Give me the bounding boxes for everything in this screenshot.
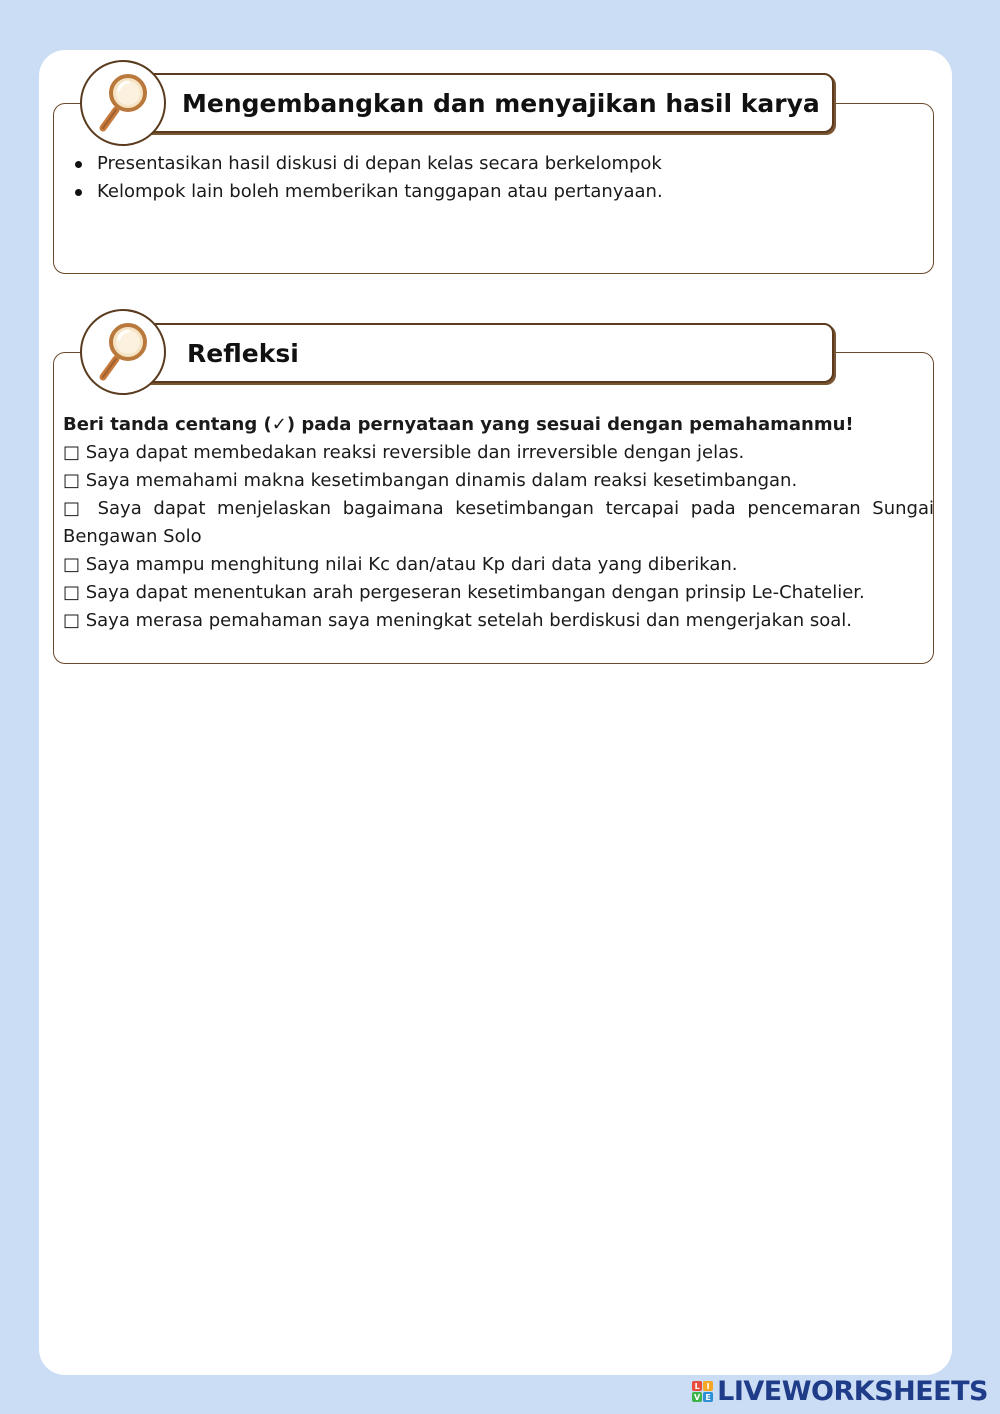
liveworksheets-logo[interactable] <box>692 1376 988 1407</box>
logo-letter: V <box>694 1392 701 1402</box>
logo-letter: E <box>703 1392 713 1402</box>
magnifier-icon <box>95 321 151 383</box>
refleksi-checklist-item[interactable]: □ Saya merasa pemahaman saya meningkat setelah berdiskusi dan mengerjakan soal. <box>63 610 852 631</box>
refleksi-checklist-item[interactable]: □ Saya dapat menentukan arah pergeseran kesetimbangan dengan prinsip Le-Chatelier. <box>63 582 865 603</box>
section-presentasi-content <box>63 150 934 206</box>
section-presentasi-header <box>140 73 834 133</box>
section-refleksi-title: Refleksi <box>187 338 299 368</box>
magnifier-badge <box>80 60 166 146</box>
refleksi-checklist-item[interactable]: □ Saya dapat membedakan reaksi reversible dan irreversible dengan jelas. <box>63 442 745 463</box>
logo-letter: L <box>692 1381 702 1391</box>
refleksi-instruction: Beri tanda centang (✓) pada pernyataan yang sesuai dengan pemahamanmu! <box>63 414 854 435</box>
section-refleksi-content <box>63 411 934 635</box>
liveworksheets-logo-icon <box>692 1381 713 1402</box>
magnifier-badge <box>80 309 166 395</box>
logo-letter: I <box>703 1381 713 1391</box>
list-item: Presentasikan hasil diskusi di depan kelas secara berkelompok <box>63 150 934 178</box>
refleksi-checklist-item[interactable]: □ Saya mampu menghitung nilai Kc dan/atau Kp dari data yang diberikan. <box>63 554 738 575</box>
section-refleksi-header <box>140 323 834 383</box>
magnifier-icon <box>95 72 151 134</box>
list-item: Kelompok lain boleh memberikan tanggapan atau pertanyaan. <box>63 178 934 206</box>
refleksi-checklist-item[interactable]: □ Saya dapat menjelaskan bagaimana kesetimbangan tercapai pada pencemaran Sungai Bengawan Solo <box>63 498 934 547</box>
liveworksheets-logo-text: LIVEWORKSHEETS <box>717 1376 988 1407</box>
section-presentasi-title: Mengembangkan dan menyajikan hasil karya <box>182 88 820 118</box>
presentasi-bullet-list <box>63 150 934 206</box>
refleksi-checklist-item[interactable]: □ Saya memahami makna kesetimbangan dinamis dalam reaksi kesetimbangan. <box>63 470 798 491</box>
